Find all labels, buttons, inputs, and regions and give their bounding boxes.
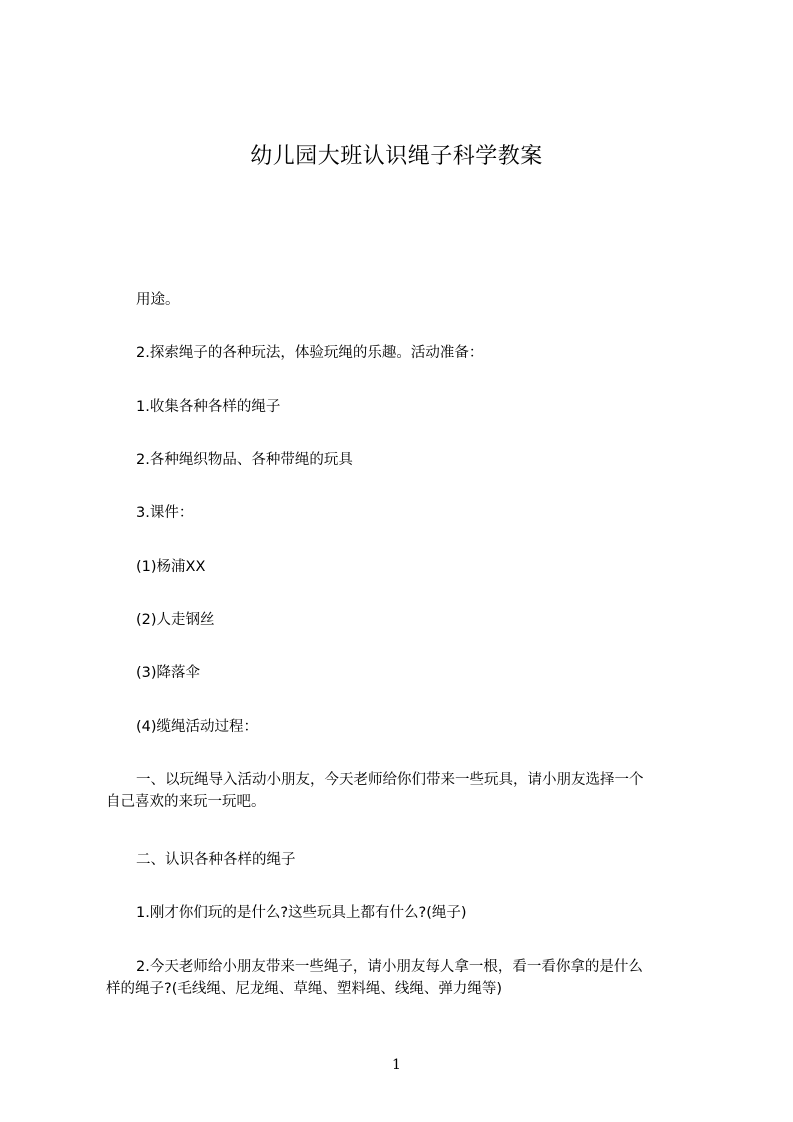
question-two-line-2: 样的绳子?(毛线绳、尼龙绳、草绳、塑料绳、线绳、弹力绳等)	[106, 981, 503, 997]
paragraph-courseware-2: (2)人走钢丝	[136, 612, 215, 628]
section-one-line-1: 一、以玩绳导入活动小朋友，今天老师给你们带来一些玩具，请小朋友选择一个	[136, 772, 644, 788]
paragraph-question-2	[106, 956, 696, 1000]
paragraph-prep-3: 3.课件：	[136, 505, 194, 521]
paragraph-prep-1: 1.收集各种各样的绳子	[136, 399, 281, 415]
section-one-line-2: 自己喜欢的来玩一玩吧。	[106, 794, 266, 810]
paragraph-courseware-4: (4)缆绳活动过程：	[136, 719, 259, 735]
paragraph-prep-2: 2.各种绳织物品、各种带绳的玩具	[136, 452, 353, 468]
paragraph-question-1: 1.刚才你们玩的是什么?这些玩具上都有什么?(绳子)	[136, 905, 467, 921]
paragraph-courseware-3: (3)降落伞	[136, 665, 201, 681]
paragraph-usage: 用途。	[136, 292, 180, 308]
document-title: 幼儿园大班认识绳子科学教案	[250, 144, 543, 169]
paragraph-courseware-1: (1)杨浦XX	[136, 559, 206, 575]
paragraph-goal-2: 2.探索绳子的各种玩法，体验玩绳的乐趣。活动准备：	[136, 345, 484, 361]
question-two-line-1: 2.今天老师给小朋友带来一些绳子，请小朋友每人拿一根，看一看你拿的是什么	[136, 959, 643, 975]
section-two-heading: 二、认识各种各样的绳子	[136, 852, 296, 868]
page-number: 1	[392, 1057, 401, 1073]
paragraph-section-one	[106, 769, 696, 813]
